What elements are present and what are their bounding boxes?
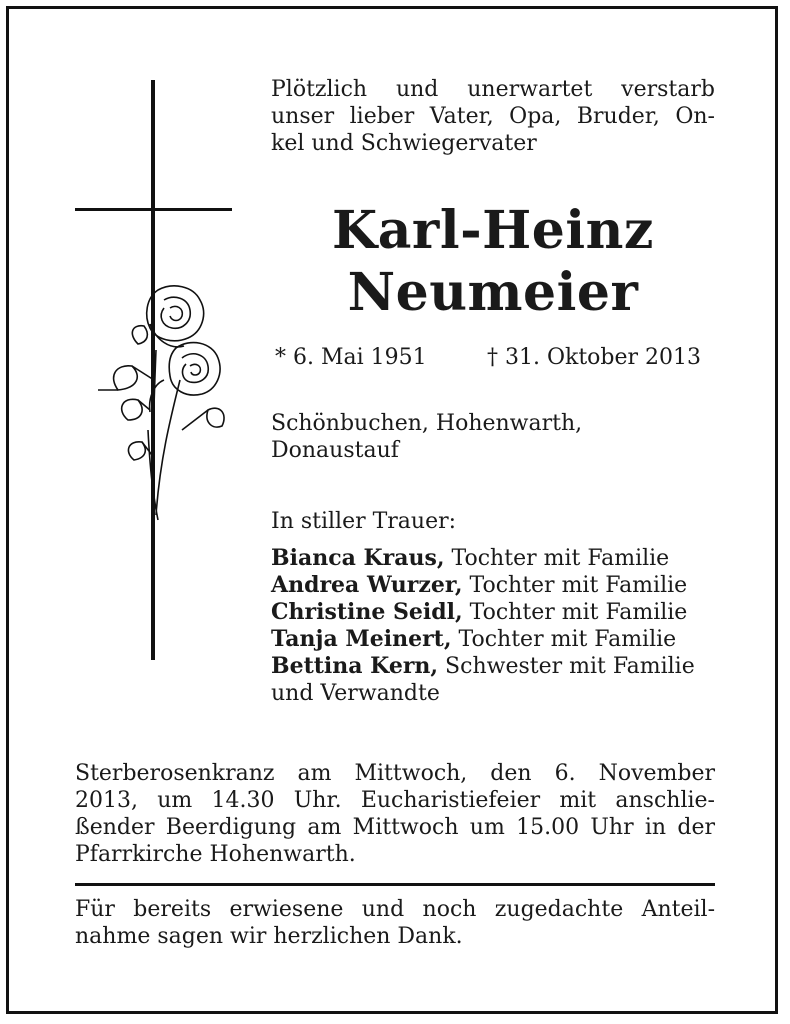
mourning-label: In stiller Trauer: xyxy=(271,509,457,534)
service-line-4: Pfarrkirche Hohenwarth. xyxy=(75,842,356,867)
family-member xyxy=(271,572,715,599)
places-line-1: Schönbuchen, Hohenwarth, xyxy=(271,411,583,436)
thanks-text xyxy=(75,896,715,950)
family-member-name: Bettina Kern, xyxy=(271,653,439,679)
family-member-name: Christine Seidl, xyxy=(271,599,463,625)
roses-icon xyxy=(98,280,230,525)
family-member-name: Bianca Kraus, xyxy=(271,545,445,571)
family-member xyxy=(271,599,715,626)
life-dates xyxy=(275,343,715,373)
intro-text xyxy=(271,76,715,157)
deceased-name xyxy=(271,200,715,324)
death-date: † 31. Oktober 2013 xyxy=(487,345,702,370)
family-member-relation: Tochter mit Familie xyxy=(451,627,677,652)
intro-line-1: Plötzlich und unerwartet verstarb xyxy=(271,77,715,102)
family-member-relation: Tochter mit Familie xyxy=(462,600,688,625)
family-member xyxy=(271,545,715,572)
family-list xyxy=(271,545,715,707)
places xyxy=(271,410,715,464)
service-info xyxy=(75,760,715,868)
service-line-3: ßender Beerdigung am Mittwoch um 15.00 Uhr in der xyxy=(75,815,715,840)
service-line-2: 2013, um 14.30 Uhr. Eucharistiefeier mit anschlie- xyxy=(75,788,715,813)
family-member xyxy=(271,653,715,680)
places-line-2: Donaustauf xyxy=(271,438,399,463)
family-member-relation: Tochter mit Familie xyxy=(444,546,670,571)
family-member-relation: Schwester mit Familie xyxy=(438,654,695,679)
cross-horizontal-bar xyxy=(75,208,232,211)
intro-line-2: unser lieber Vater, Opa, Bruder, On- xyxy=(271,104,715,129)
family-member-name: Andrea Wurzer, xyxy=(271,572,463,598)
divider xyxy=(75,883,715,886)
intro-line-3: kel und Schwiegervater xyxy=(271,131,537,156)
first-name: Karl-Heinz xyxy=(332,200,654,261)
service-line-1: Sterberosenkranz am Mittwoch, den 6. November xyxy=(75,761,715,786)
birth-date: * 6. Mai 1951 xyxy=(275,345,427,370)
family-member-relation: Tochter mit Familie xyxy=(462,573,688,598)
family-member xyxy=(271,626,715,653)
thanks-line-2: nahme sagen wir herzlichen Dank. xyxy=(75,924,463,949)
relatives: und Verwandte xyxy=(271,681,440,706)
thanks-line-1: Für bereits erwiesene und noch zugedachte Anteil- xyxy=(75,897,715,922)
family-member-name: Tanja Meinert, xyxy=(271,626,452,652)
last-name: Neumeier xyxy=(347,262,639,323)
